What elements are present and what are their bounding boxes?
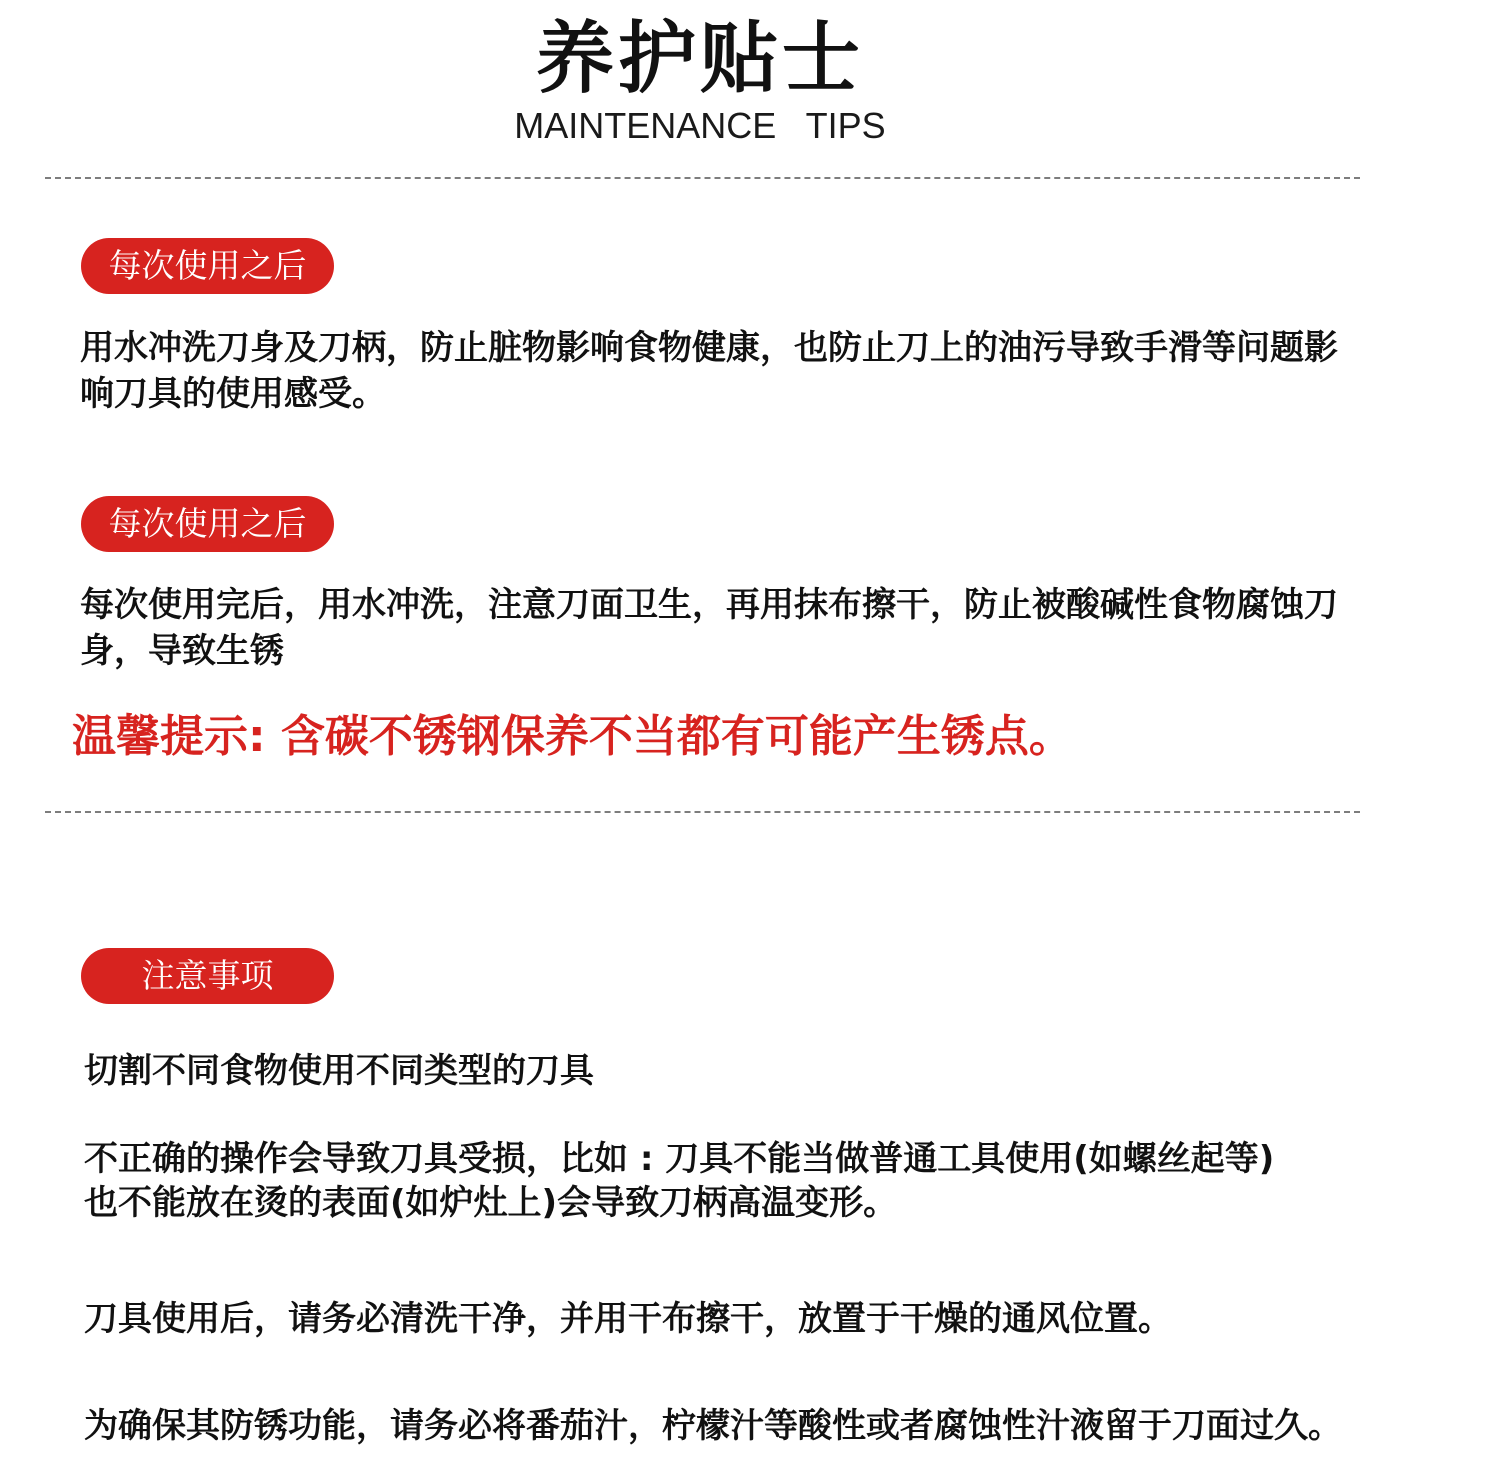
page-title: 养护贴士 <box>535 14 864 104</box>
section-text-after-use-1: 用水冲洗刀身及刀柄，防止脏物影响食物健康，也防止刀上的油污导致手滑等问题影响刀具的使用感受。 <box>80 328 1338 414</box>
notice-item-3: 也不能放在烫的表面(如炉灶上)会导致刀柄高温变形。 <box>84 1183 898 1223</box>
middle-divider <box>45 811 1360 813</box>
top-divider <box>45 177 1360 179</box>
warning-tip: 温馨提示: 含碳不锈钢保养不当都有可能产生锈点。 <box>72 711 1073 762</box>
notice-item-1: 切割不同食物使用不同类型的刀具 <box>84 1051 594 1091</box>
section-badge-after-use-2: 每次使用之后 <box>81 496 334 552</box>
page-subtitle: MAINTENANCE TIPS <box>514 105 886 146</box>
notice-badge: 注意事项 <box>81 948 334 1004</box>
notice-item-4: 刀具使用后，请务必清洗干净，并用干布擦干，放置于干燥的通风位置。 <box>84 1299 1172 1339</box>
section-text-after-use-2: 每次使用完后，用水冲洗，注意刀面卫生，再用抹布擦干，防止被酸碱性食物腐蚀刀身，导致生锈 <box>80 585 1338 671</box>
notice-item-2: 不正确的操作会导致刀具受损，比如 : 刀具不能当做普通工具使用(如螺丝起等) <box>84 1139 1275 1179</box>
section-badge-after-use-1: 每次使用之后 <box>81 238 334 294</box>
notice-item-5: 为确保其防锈功能，请务必将番茄汁，柠檬汁等酸性或者腐蚀性汁液留于刀面过久。 <box>84 1406 1342 1446</box>
